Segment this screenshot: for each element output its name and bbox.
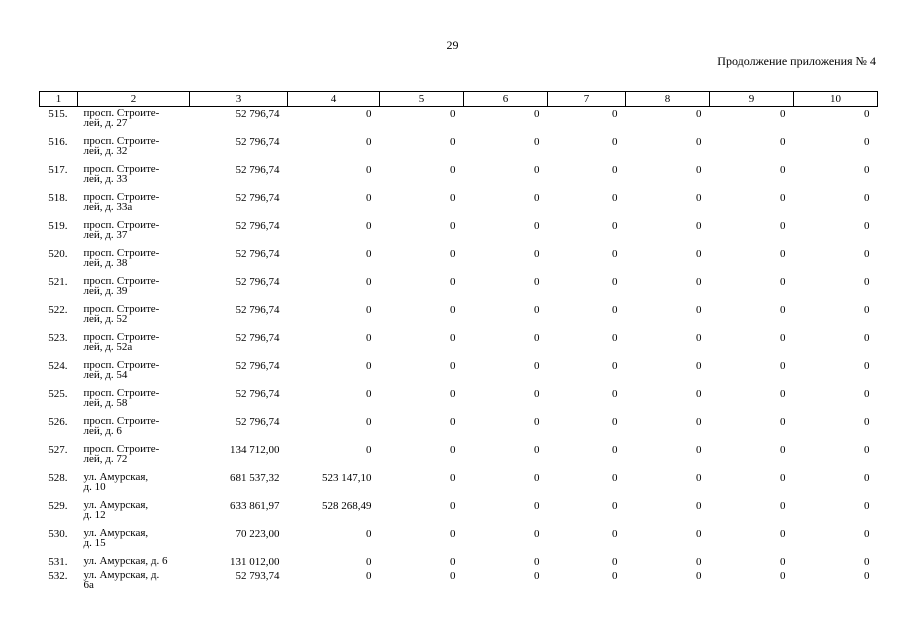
header-cell: 1 bbox=[40, 92, 78, 107]
value-cell-col4: 0 bbox=[366, 569, 372, 582]
value-cell-col3: 52 796,74 bbox=[235, 135, 280, 148]
value-cell-col3: 134 712,00 bbox=[230, 443, 280, 456]
address-line-2: лей, д. 54 bbox=[83, 368, 128, 381]
value-cell-col3: 52 796,74 bbox=[235, 359, 280, 372]
value-cell-col10: 0 bbox=[864, 415, 870, 428]
page-number: 29 bbox=[446, 38, 459, 52]
value-cell-col3: 52 796,74 bbox=[235, 219, 280, 232]
address-line-2: лей, д. 52а bbox=[83, 340, 133, 353]
value-cell-col3: 52 796,74 bbox=[235, 108, 280, 120]
row-number: 526. bbox=[48, 415, 68, 428]
table-row bbox=[40, 527, 878, 555]
header-cell: 4 bbox=[288, 92, 380, 107]
value-cell-col8: 0 bbox=[696, 275, 702, 288]
value-cell-col7: 0 bbox=[612, 359, 618, 372]
header-cell: 2 bbox=[78, 92, 190, 107]
value-cell-col9: 0 bbox=[780, 359, 786, 372]
value-cell-col7: 0 bbox=[612, 135, 618, 148]
address-cell bbox=[78, 555, 190, 569]
address-line-1: ул. Амурская, д. bbox=[83, 568, 160, 581]
table-row bbox=[40, 219, 878, 247]
continuation-label: Продолжение приложения № 4 bbox=[717, 54, 876, 68]
value-cell-col4: 0 bbox=[366, 415, 372, 428]
address-line-2: д. 12 bbox=[83, 508, 106, 521]
value-cell-col6: 0 bbox=[534, 275, 540, 288]
table-row bbox=[40, 191, 878, 219]
value-cell-col10: 0 bbox=[864, 443, 870, 456]
value-cell-col6: 0 bbox=[534, 569, 540, 582]
value-cell-col4: 0 bbox=[366, 359, 372, 372]
value-cell-col4: 0 bbox=[366, 555, 372, 568]
address-cell bbox=[78, 387, 190, 415]
value-cell-col4: 0 bbox=[366, 191, 372, 204]
value-cell-col5: 0 bbox=[450, 135, 456, 148]
value-cell-col6: 0 bbox=[534, 108, 540, 120]
address-line-2: д. 10 bbox=[83, 480, 106, 493]
value-cell-col7: 0 bbox=[612, 247, 618, 260]
row-number: 517. bbox=[48, 163, 68, 176]
value-cell-col9: 0 bbox=[780, 303, 786, 316]
value-cell-col6: 0 bbox=[534, 471, 540, 484]
value-cell-col6: 0 bbox=[534, 415, 540, 428]
row-number: 527. bbox=[48, 443, 68, 456]
value-cell-col6: 0 bbox=[534, 555, 540, 568]
value-cell-col8: 0 bbox=[696, 191, 702, 204]
table-row bbox=[40, 569, 878, 597]
value-cell-col3: 52 796,74 bbox=[235, 247, 280, 260]
value-cell-col8: 0 bbox=[696, 163, 702, 176]
address-cell bbox=[78, 527, 190, 555]
value-cell-col3: 52 796,74 bbox=[235, 331, 280, 344]
value-cell-col9: 0 bbox=[780, 527, 786, 540]
address-line-1: просп. Строите- bbox=[83, 386, 160, 399]
address-line-1: ул. Амурская, bbox=[83, 526, 149, 539]
address-line-2: лей, д. 33 bbox=[83, 172, 128, 185]
row-number: 531. bbox=[48, 555, 68, 568]
value-cell-col9: 0 bbox=[780, 415, 786, 428]
value-cell-col3: 70 223,00 bbox=[235, 527, 280, 540]
address-cell bbox=[78, 275, 190, 303]
value-cell-col10: 0 bbox=[864, 219, 870, 232]
value-cell-col3: 52 796,74 bbox=[235, 303, 280, 316]
value-cell-col5: 0 bbox=[450, 527, 456, 540]
address-cell bbox=[78, 191, 190, 219]
value-cell-col5: 0 bbox=[450, 415, 456, 428]
header-cell: 9 bbox=[710, 92, 794, 107]
row-number: 516. bbox=[48, 135, 68, 148]
value-cell-col5: 0 bbox=[450, 569, 456, 582]
value-cell-col4: 0 bbox=[366, 275, 372, 288]
value-cell-col9: 0 bbox=[780, 499, 786, 512]
value-cell-col7: 0 bbox=[612, 303, 618, 316]
address-line-1: просп. Строите- bbox=[83, 134, 160, 147]
address-cell bbox=[78, 499, 190, 527]
value-cell-col9: 0 bbox=[780, 191, 786, 204]
value-cell-col5: 0 bbox=[450, 387, 456, 400]
value-cell-col7: 0 bbox=[612, 331, 618, 344]
address-line-1: просп. Строите- bbox=[83, 218, 160, 231]
row-number: 520. bbox=[48, 247, 68, 260]
address-cell bbox=[78, 471, 190, 499]
header-cell: 5 bbox=[380, 92, 464, 107]
value-cell-col5: 0 bbox=[450, 331, 456, 344]
address-line-2: 6а bbox=[83, 578, 94, 591]
value-cell-col10: 0 bbox=[864, 135, 870, 148]
header-cell: 10 bbox=[794, 92, 878, 107]
value-cell-col8: 0 bbox=[696, 527, 702, 540]
address-line-2: лей, д. 37 bbox=[83, 228, 128, 241]
value-cell-col10: 0 bbox=[864, 555, 870, 568]
table-row bbox=[40, 331, 878, 359]
value-cell-col5: 0 bbox=[450, 555, 456, 568]
address-line-2: лей, д. 6 bbox=[83, 424, 122, 437]
value-cell-col6: 0 bbox=[534, 247, 540, 260]
row-number: 529. bbox=[48, 499, 68, 512]
value-cell-col9: 0 bbox=[780, 135, 786, 148]
header-cell: 8 bbox=[626, 92, 710, 107]
value-cell-col6: 0 bbox=[534, 191, 540, 204]
row-number: 523. bbox=[48, 331, 68, 344]
address-line-1: ул. Амурская, bbox=[83, 470, 149, 483]
address-line-2: лей, д. 58 bbox=[83, 396, 128, 409]
value-cell-col10: 0 bbox=[864, 499, 870, 512]
value-cell-col9: 0 bbox=[780, 471, 786, 484]
value-cell-col5: 0 bbox=[450, 275, 456, 288]
table-row bbox=[40, 359, 878, 387]
address-line-1: просп. Строите- bbox=[83, 190, 160, 203]
value-cell-col4: 0 bbox=[366, 387, 372, 400]
value-cell-col9: 0 bbox=[780, 569, 786, 582]
table-row bbox=[40, 387, 878, 415]
value-cell-col8: 0 bbox=[696, 555, 702, 568]
table-row bbox=[40, 275, 878, 303]
address-line-1: просп. Строите- bbox=[83, 330, 160, 343]
value-cell-col8: 0 bbox=[696, 108, 702, 120]
value-cell-col5: 0 bbox=[450, 163, 456, 176]
address-cell bbox=[78, 247, 190, 275]
value-cell-col9: 0 bbox=[780, 219, 786, 232]
value-cell-col4: 0 bbox=[366, 527, 372, 540]
value-cell-col8: 0 bbox=[696, 471, 702, 484]
address-line-1: просп. Строите- bbox=[83, 442, 160, 455]
value-cell-col9: 0 bbox=[780, 275, 786, 288]
value-cell-col4: 0 bbox=[366, 303, 372, 316]
address-cell bbox=[78, 135, 190, 163]
value-cell-col5: 0 bbox=[450, 219, 456, 232]
address-cell bbox=[78, 443, 190, 471]
value-cell-col7: 0 bbox=[612, 387, 618, 400]
value-cell-col7: 0 bbox=[612, 499, 618, 512]
value-cell-col6: 0 bbox=[534, 387, 540, 400]
value-cell-col9: 0 bbox=[780, 555, 786, 568]
row-number: 524. bbox=[48, 359, 68, 372]
value-cell-col4: 0 bbox=[366, 443, 372, 456]
value-cell-col4: 0 bbox=[366, 247, 372, 260]
value-cell-col7: 0 bbox=[612, 527, 618, 540]
value-cell-col10: 0 bbox=[864, 108, 870, 120]
address-cell bbox=[78, 163, 190, 191]
value-cell-col6: 0 bbox=[534, 135, 540, 148]
address-cell bbox=[78, 569, 190, 597]
value-cell-col6: 0 bbox=[534, 359, 540, 372]
row-number: 528. bbox=[48, 471, 68, 484]
address-line-2: лей, д. 38 bbox=[83, 256, 128, 269]
table-row bbox=[40, 107, 878, 135]
value-cell-col6: 0 bbox=[534, 499, 540, 512]
value-cell-col5: 0 bbox=[450, 359, 456, 372]
value-cell-col9: 0 bbox=[780, 108, 786, 120]
table-row bbox=[40, 303, 878, 331]
value-cell-col6: 0 bbox=[534, 527, 540, 540]
value-cell-col7: 0 bbox=[612, 415, 618, 428]
address-cell bbox=[78, 359, 190, 387]
value-cell-col3: 131 012,00 bbox=[230, 555, 280, 568]
address-cell bbox=[78, 303, 190, 331]
value-cell-col3: 52 796,74 bbox=[235, 387, 280, 400]
address-cell bbox=[78, 415, 190, 443]
address-line-2: лей, д. 39 bbox=[83, 284, 128, 297]
address-line-1: просп. Строите- bbox=[83, 274, 160, 287]
address-cell bbox=[78, 219, 190, 247]
row-number: 522. bbox=[48, 303, 68, 316]
address-line-2: лей, д. 52 bbox=[83, 312, 128, 325]
value-cell-col10: 0 bbox=[864, 527, 870, 540]
value-cell-col5: 0 bbox=[450, 191, 456, 204]
address-line-1: просп. Строите- bbox=[83, 358, 160, 371]
value-cell-col9: 0 bbox=[780, 247, 786, 260]
value-cell-col3: 681 537,32 bbox=[230, 471, 280, 484]
value-cell-col10: 0 bbox=[864, 471, 870, 484]
row-number: 515. bbox=[48, 108, 68, 120]
address-line-1: просп. Строите- bbox=[83, 107, 160, 119]
value-cell-col7: 0 bbox=[612, 163, 618, 176]
value-cell-col7: 0 bbox=[612, 569, 618, 582]
row-number: 532. bbox=[48, 569, 68, 582]
address-cell bbox=[78, 331, 190, 359]
appendix-table bbox=[39, 91, 878, 597]
value-cell-col8: 0 bbox=[696, 387, 702, 400]
address-line-2: лей, д. 32 bbox=[83, 144, 128, 157]
value-cell-col5: 0 bbox=[450, 247, 456, 260]
header-cell: 6 bbox=[464, 92, 548, 107]
value-cell-col10: 0 bbox=[864, 387, 870, 400]
address-line-1: просп. Строите- bbox=[83, 162, 160, 175]
value-cell-col8: 0 bbox=[696, 247, 702, 260]
row-number: 525. bbox=[48, 387, 68, 400]
header-cell: 3 bbox=[190, 92, 288, 107]
value-cell-col8: 0 bbox=[696, 331, 702, 344]
value-cell-col6: 0 bbox=[534, 219, 540, 232]
value-cell-col6: 0 bbox=[534, 331, 540, 344]
row-number: 530. bbox=[48, 527, 68, 540]
value-cell-col9: 0 bbox=[780, 443, 786, 456]
value-cell-col9: 0 bbox=[780, 163, 786, 176]
table-body bbox=[40, 107, 878, 597]
value-cell-col4: 0 bbox=[366, 219, 372, 232]
row-number: 519. bbox=[48, 219, 68, 232]
value-cell-col3: 52 796,74 bbox=[235, 415, 280, 428]
value-cell-col7: 0 bbox=[612, 471, 618, 484]
value-cell-col3: 633 861,97 bbox=[230, 499, 280, 512]
address-line-1: ул. Амурская, д. 6 bbox=[83, 554, 168, 567]
table-row bbox=[40, 247, 878, 275]
value-cell-col8: 0 bbox=[696, 303, 702, 316]
table-row bbox=[40, 135, 878, 163]
value-cell-col10: 0 bbox=[864, 275, 870, 288]
value-cell-col7: 0 bbox=[612, 555, 618, 568]
value-cell-col5: 0 bbox=[450, 471, 456, 484]
header-row bbox=[40, 92, 878, 107]
value-cell-col6: 0 bbox=[534, 163, 540, 176]
value-cell-col3: 52 796,74 bbox=[235, 191, 280, 204]
table-row bbox=[40, 163, 878, 191]
row-number: 518. bbox=[48, 191, 68, 204]
table-row bbox=[40, 471, 878, 499]
value-cell-col8: 0 bbox=[696, 219, 702, 232]
value-cell-col9: 0 bbox=[780, 331, 786, 344]
value-cell-col3: 52 793,74 bbox=[235, 569, 280, 582]
table-row bbox=[40, 443, 878, 471]
address-line-1: ул. Амурская, bbox=[83, 498, 149, 511]
value-cell-col8: 0 bbox=[696, 135, 702, 148]
value-cell-col3: 52 796,74 bbox=[235, 275, 280, 288]
table-row bbox=[40, 555, 878, 569]
address-line-1: просп. Строите- bbox=[83, 246, 160, 259]
value-cell-col10: 0 bbox=[864, 359, 870, 372]
value-cell-col4: 0 bbox=[366, 135, 372, 148]
value-cell-col10: 0 bbox=[864, 191, 870, 204]
value-cell-col8: 0 bbox=[696, 443, 702, 456]
address-line-1: просп. Строите- bbox=[83, 302, 160, 315]
value-cell-col8: 0 bbox=[696, 499, 702, 512]
value-cell-col4: 0 bbox=[366, 163, 372, 176]
address-line-1: просп. Строите- bbox=[83, 414, 160, 427]
value-cell-col7: 0 bbox=[612, 108, 618, 120]
value-cell-col8: 0 bbox=[696, 359, 702, 372]
address-cell bbox=[78, 107, 190, 135]
address-line-2: лей, д. 72 bbox=[83, 452, 128, 465]
value-cell-col7: 0 bbox=[612, 443, 618, 456]
value-cell-col3: 52 796,74 bbox=[235, 163, 280, 176]
value-cell-col10: 0 bbox=[864, 569, 870, 582]
address-line-2: лей, д. 27 bbox=[83, 117, 128, 129]
value-cell-col7: 0 bbox=[612, 275, 618, 288]
value-cell-col10: 0 bbox=[864, 303, 870, 316]
value-cell-col5: 0 bbox=[450, 499, 456, 512]
value-cell-col10: 0 bbox=[864, 331, 870, 344]
value-cell-col5: 0 bbox=[450, 303, 456, 316]
address-line-2: д. 15 bbox=[83, 536, 106, 549]
value-cell-col5: 0 bbox=[450, 443, 456, 456]
value-cell-col5: 0 bbox=[450, 108, 456, 120]
value-cell-col9: 0 bbox=[780, 387, 786, 400]
value-cell-col4: 0 bbox=[366, 108, 372, 120]
value-cell-col8: 0 bbox=[696, 415, 702, 428]
value-cell-col6: 0 bbox=[534, 443, 540, 456]
table-row bbox=[40, 415, 878, 443]
value-cell-col7: 0 bbox=[612, 219, 618, 232]
header-cell: 7 bbox=[548, 92, 626, 107]
table-row bbox=[40, 499, 878, 527]
row-number: 521. bbox=[48, 275, 68, 288]
value-cell-col7: 0 bbox=[612, 191, 618, 204]
value-cell-col6: 0 bbox=[534, 303, 540, 316]
address-line-2: лей, д. 33а bbox=[83, 200, 133, 213]
value-cell-col4: 523 147,10 bbox=[322, 471, 372, 484]
value-cell-col8: 0 bbox=[696, 569, 702, 582]
value-cell-col10: 0 bbox=[864, 247, 870, 260]
value-cell-col4: 528 268,49 bbox=[322, 499, 372, 512]
value-cell-col10: 0 bbox=[864, 163, 870, 176]
value-cell-col4: 0 bbox=[366, 331, 372, 344]
